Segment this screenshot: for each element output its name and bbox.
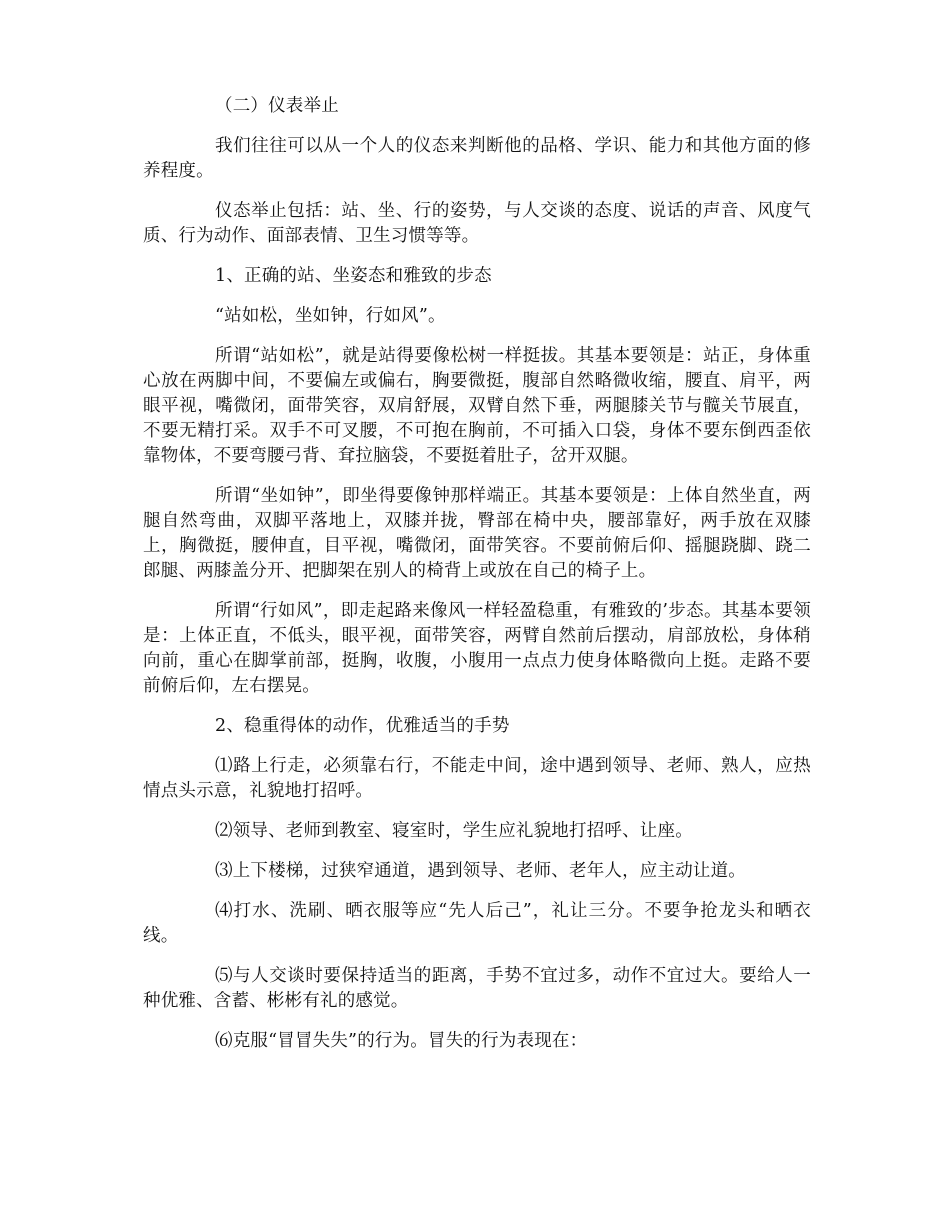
list-item-2: ⑵领导、老师到教室、寝室时，学生应礼貌地打招呼、让座。 — [215, 821, 693, 841]
paragraph-standing: 所谓“站如松”，就是站得要像松树一样挺拔。其基本要领是：站正，身体重心放在两脚中间，不要偏左或偏右，胸要微挺，腹部自然略微收缩，腰直、肩平，两眼平视，嘴微闭，面带笑容，双肩舒展，双臂自然下垂，两腿膝关节与髋关节展直，不要无精打采。双手不可叉腰，不可抱在胸前，不可插入口袋，身体不要东倒西歪依靠物体，不要弯腰弓背、耷拉脑袋，不要挺着肚子，岔开双腿。 — [143, 346, 811, 466]
list-item-4: ⑷打水、洗刷、晒衣服等应“先人后己”，礼让三分。不要争抢龙头和晒衣线。 — [143, 901, 811, 946]
paragraph-scope: 仪态举止包括：站、坐、行的姿势，与人交谈的态度、说话的声音、风度气质、行为动作、面部表情、卫生习惯等等。 — [143, 201, 811, 246]
list-item-3: ⑶上下楼梯，过狭窄通道，遇到领导、老师、老年人，应主动让道。 — [215, 861, 746, 881]
subheading-posture: 1、正确的站、坐姿态和雅致的步态 — [215, 266, 492, 286]
list-item-6: ⑹克服“冒冒失失”的行为。冒失的行为表现在： — [215, 1031, 588, 1051]
list-item-1: ⑴路上行走，必须靠右行，不能走中间，途中遇到领导、老师、熟人，应热情点头示意，礼貌地打招呼。 — [143, 756, 811, 801]
paragraph-walking: 所谓“行如风”，即走起路来像风一样轻盈稳重，有雅致的’步态。其基本要领是：上体正直，不低头，眼平视，面带笑容，两臂自然前后摆动，肩部放松，身体稍向前，重心在脚掌前部，挺胸，收腹，小腹用一点点力使身体略微向上挺。走路不要前俯后仰，左右摆晃。 — [143, 601, 811, 696]
list-item-5: ⑸与人交谈时要保持适当的距离，手势不宜过多，动作不宜过大。要给人一种优雅、含蓄、彬彬有礼的感觉。 — [143, 966, 811, 1011]
paragraph-motto: “站如松，坐如钟，行如风”。 — [215, 306, 446, 326]
subheading-gestures: 2、稳重得体的动作，优雅适当的手势 — [215, 716, 510, 736]
paragraph-sitting: 所谓“坐如钟”，即坐得要像钟那样端正。其基本要领是：上体自然坐直，两腿自然弯曲，双脚平落地上，双膝并拢，臀部在椅中央，腰部靠好，两手放在双膝上，胸微挺，腰伸直，目平视，嘴微闭，面带笑容。不要前俯后仰、摇腿跷脚、跷二郎腿、两膝盖分开、把脚架在别人的椅背上或放在自己的椅子上。 — [143, 486, 811, 581]
paragraph-intro: 我们往往可以从一个人的仪态来判断他的品格、学识、能力和其他方面的修养程度。 — [143, 136, 811, 181]
document-body — [143, 94, 811, 1069]
section-heading: （二）仪表举止 — [215, 96, 339, 116]
